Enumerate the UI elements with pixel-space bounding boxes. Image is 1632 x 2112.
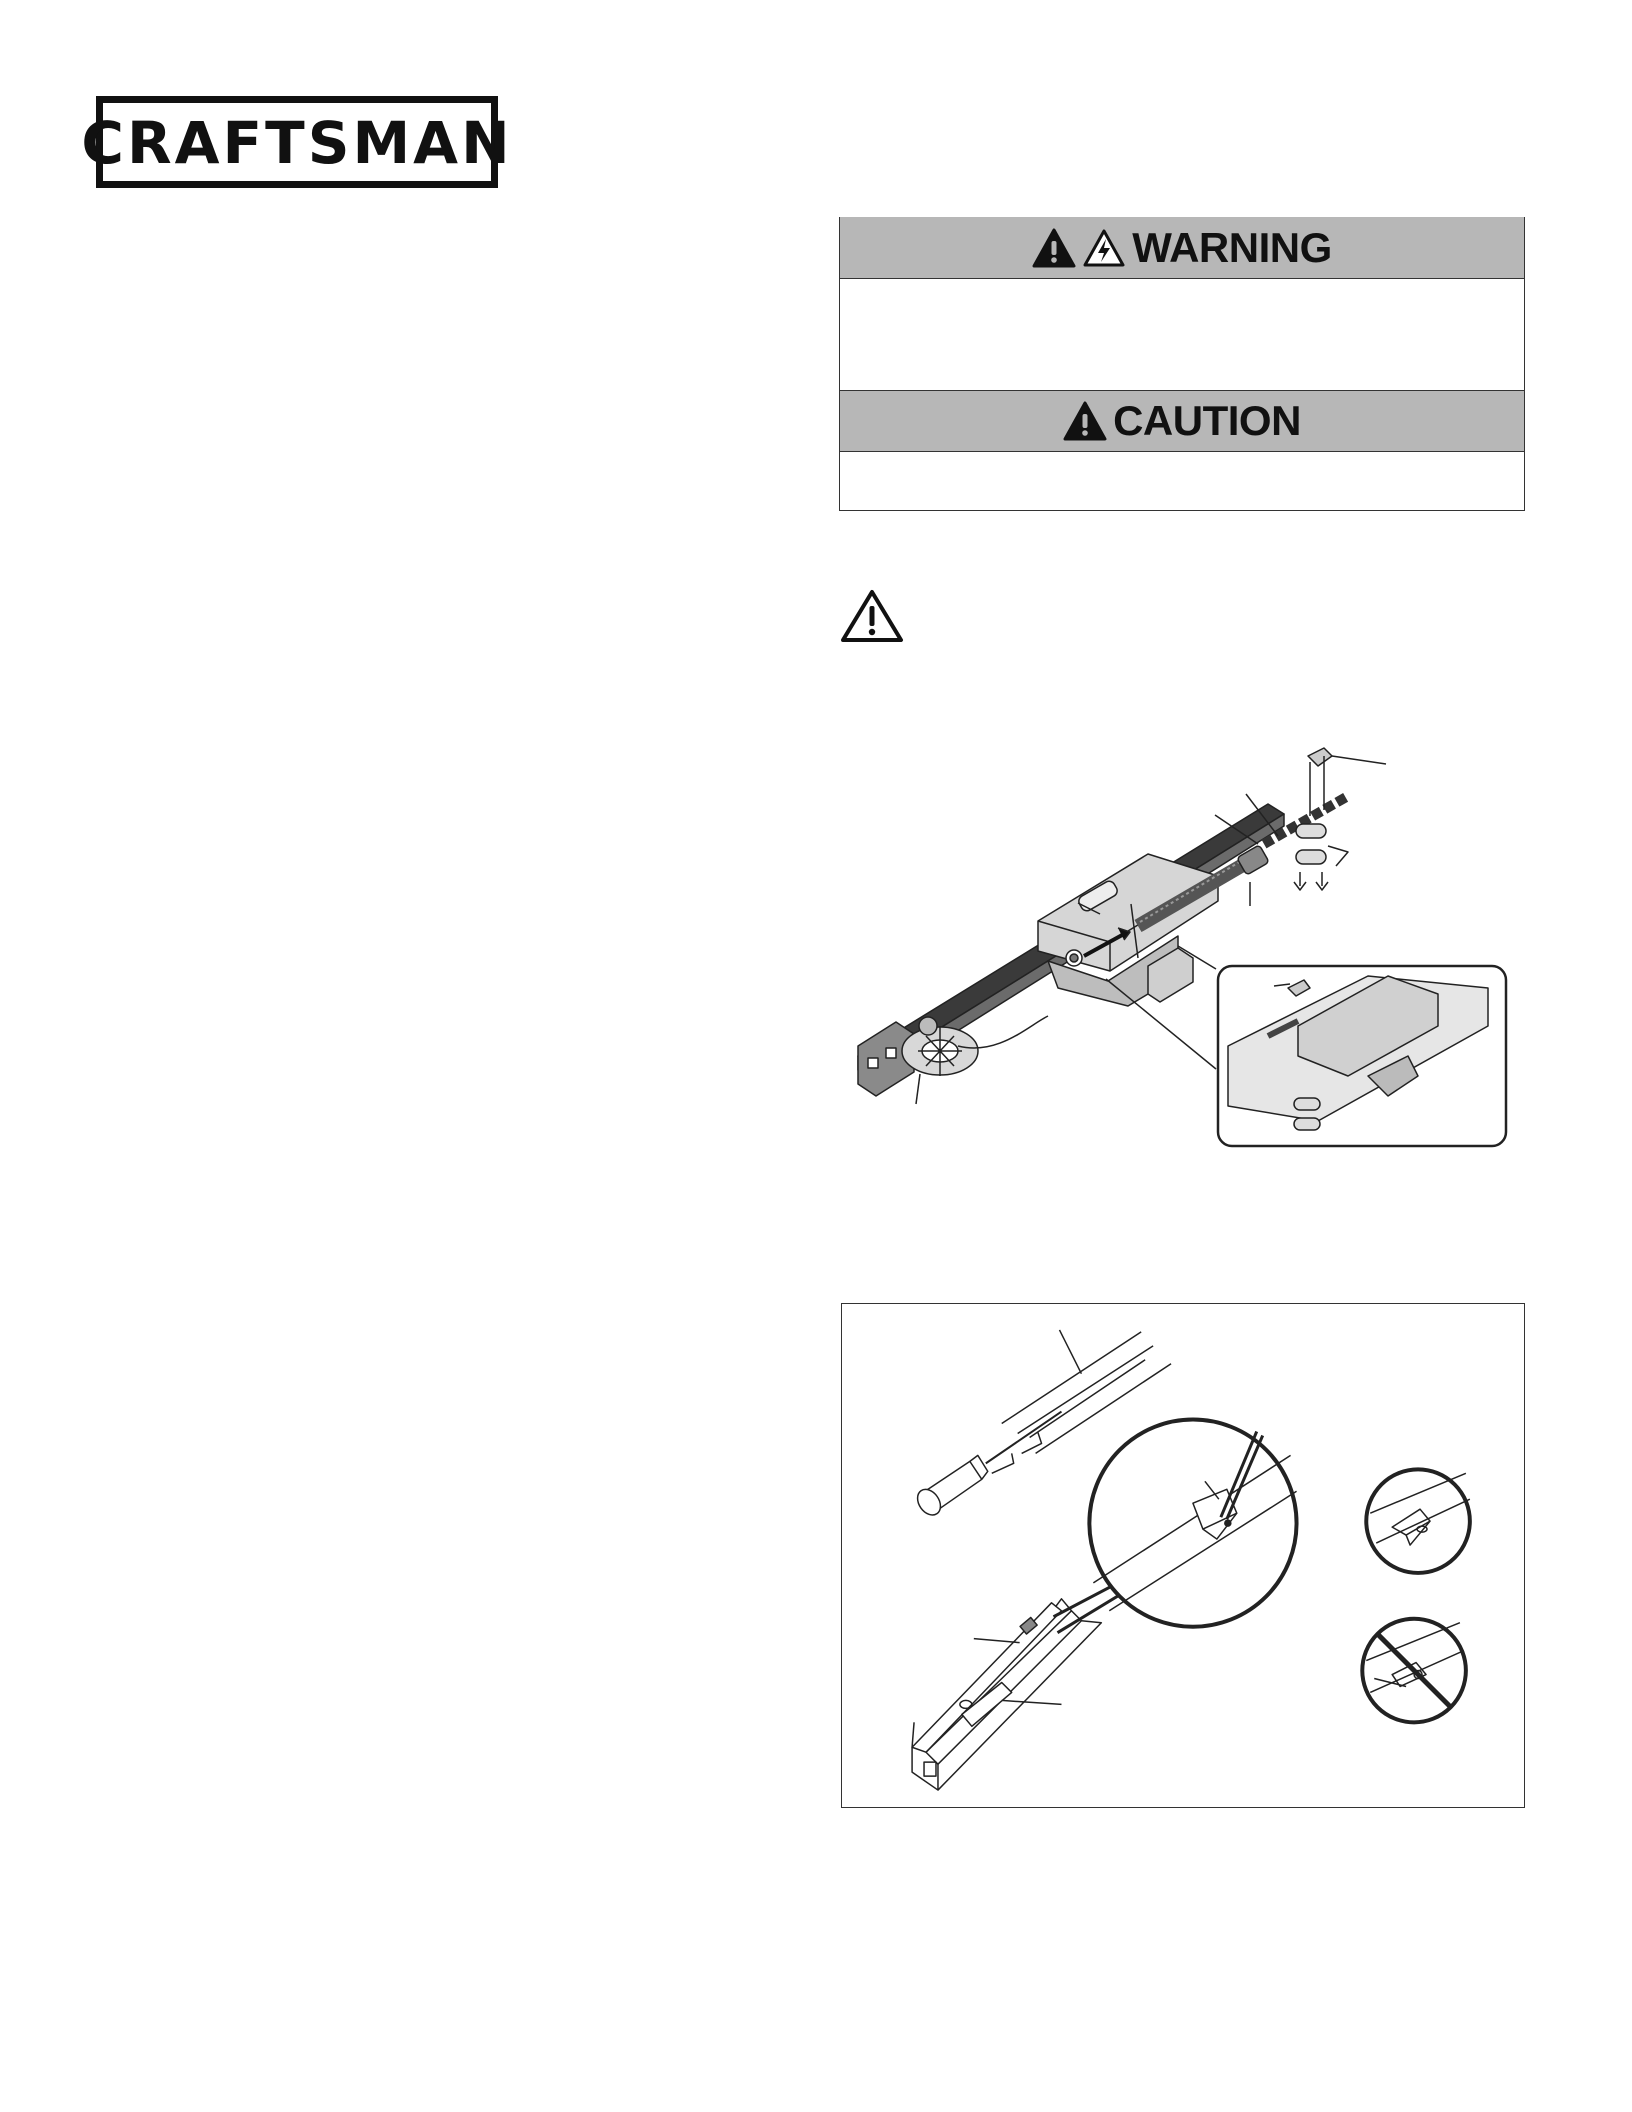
caution-body [840,452,1524,510]
electric-shock-icon [1082,228,1126,268]
rail-tab-figure [841,1303,1525,1808]
trolley-icon [1038,854,1218,1006]
pulley-icon [902,1016,1048,1076]
trolley-chain-figure [848,726,1528,1146]
caution-header [840,390,1524,452]
craftsman-wordmark [81,103,513,181]
craftsman-logo [81,96,513,188]
correct-tab-icon [1366,1469,1470,1573]
alert-triangle-outline-icon [840,588,904,644]
incorrect-tab-icon [1362,1619,1466,1723]
alert-triangle-icon [1063,401,1107,441]
warning-header [840,217,1524,279]
magnified-tab-icon [1089,1420,1296,1627]
warning-signal-word: WARNING [1132,223,1332,271]
rail-tab-illustration [842,1304,1524,1807]
safety-notice-box [839,217,1525,511]
caution-signal-word: CAUTION [1113,397,1301,444]
logo-text: CRAFTSMAN [81,109,513,177]
trolley-chain-illustration [848,726,1528,1146]
alert-triangle-icon [1032,228,1076,268]
warning-body [840,279,1524,390]
